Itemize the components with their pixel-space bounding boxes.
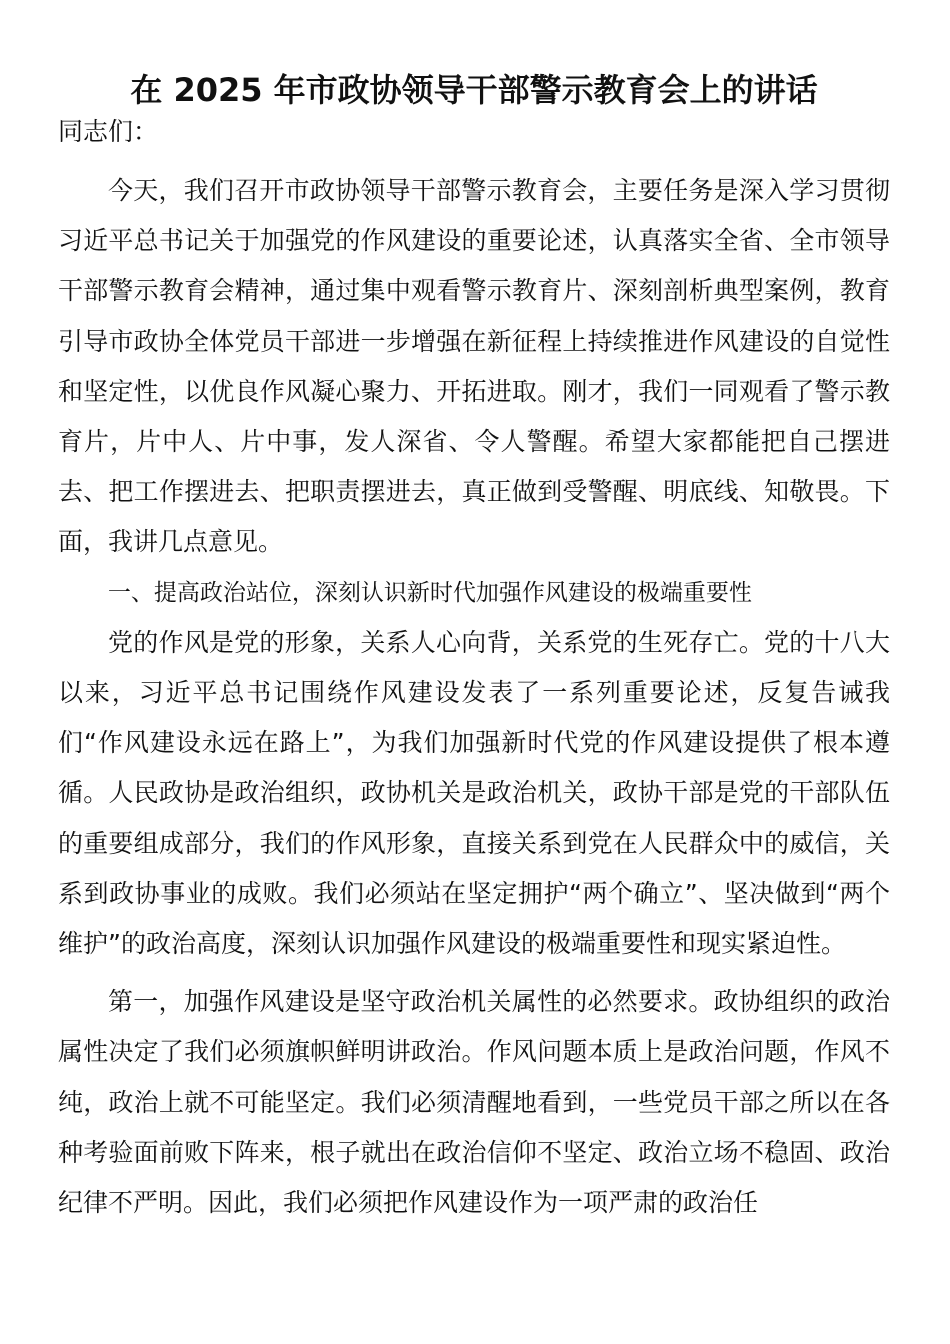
paragraph-intro: 今天，我们召开市政协领导干部警示教育会，主要任务是深入学习贯彻习近平总书记关于加强党的作风建设的重要论述，认真落实全省、全市领导干部警示教育会精神，通过集中观看警示教育片、深刻剖析典型案例，教育引导市政协全体党员干部进一步增强在新征程上持续推进作风建设的自觉性和坚定性，以优良作风凝心聚力、开拓进取。刚才，我们一同观看了警示教育片，片中人、片中事，发人深省、令人警醒。希望大家都能把自己摆进去、把工作摆进去、把职责摆进去，真正做到受警醒、明底线、知敬畏。下面，我讲几点意见。: [58, 176, 890, 557]
salutation: 同志们：: [58, 117, 159, 146]
section-heading-1: 一、提高政治站位，深刻认识新时代加强作风建设的极端重要性: [107, 579, 752, 606]
paragraph-section-1: 党的作风是党的形象，关系人心向背，关系党的生死存亡。党的十八大以来，习近平总书记围绕作风建设发表了一系列重要论述，反复告诫我们“作风建设永远在路上”，为我们加强新时代党的作风建设提供了根本遵循。人民政协是政治组织，政协机关是政治机关，政协干部是党的干部队伍的重要组成部分，我们的作风形象，直接关系到党在人民群众中的威信，关系到政协事业的成败。我们必须站在坚定拥护“两个确立”、坚决做到“两个维护”的政治高度，深刻认识加强作风建设的极端重要性和现实紧迫性。: [58, 627, 890, 959]
paragraph-point-1: 第一，加强作风建设是坚守政治机关属性的必然要求。政协组织的政治属性决定了我们必须旗帜鲜明讲政治。作风问题本质上是政治问题，作风不纯，政治上就不可能坚定。我们必须清醒地看到，一些党员干部之所以在各种考验面前败下阵来，根子就出在政治信仰不坚定、政治立场不稳固、政治纪律不严明。因此，我们必须把作风建设作为一项严肃的政治任: [58, 987, 890, 1218]
document-title: 在 2025 年市政协领导干部警示教育会上的讲话: [130, 71, 818, 109]
